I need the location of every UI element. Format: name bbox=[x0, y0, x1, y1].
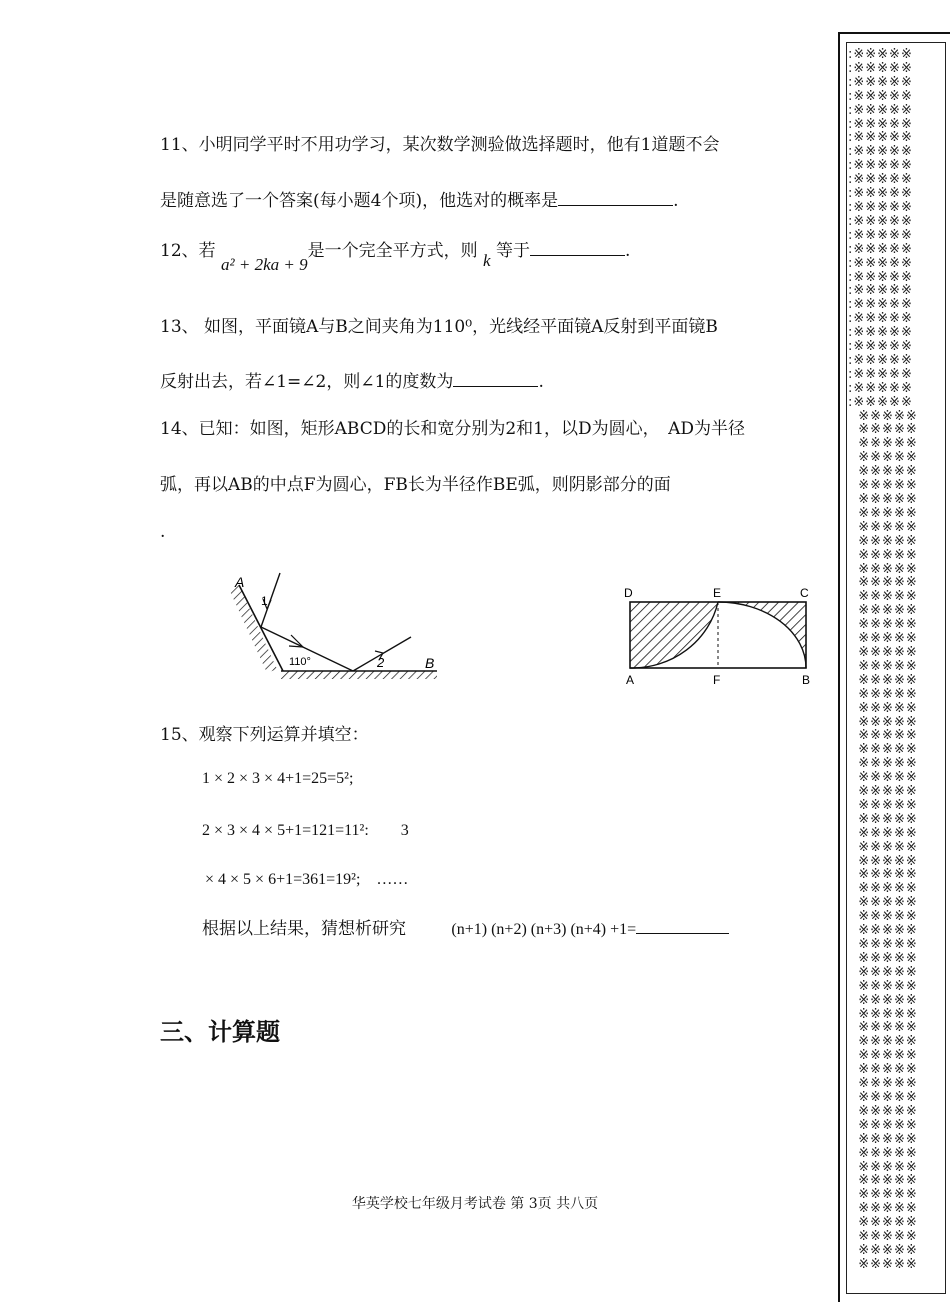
fig1-label-a: A bbox=[235, 574, 245, 590]
fig2-label-e: E bbox=[713, 586, 722, 600]
q12-period: . bbox=[625, 241, 631, 261]
q14-line2: 弧，再以AB的中点F为圆心，FB长为半径作BE弧，则阴影部分的面 bbox=[160, 475, 671, 495]
rectangle-arcs-figure bbox=[618, 584, 818, 690]
q15-equation-1: 1 × 2 × 3 × 4+1=25=5²; bbox=[202, 770, 354, 787]
q12-line bbox=[160, 236, 631, 274]
q13-period: . bbox=[538, 372, 544, 392]
q15-equation-2: 2 × 3 × 4 × 5+1=121=11²: 3 bbox=[202, 822, 409, 839]
q15-answer-blank[interactable] bbox=[636, 915, 729, 934]
fig2-label-d: D bbox=[624, 586, 633, 600]
q12-answer-blank[interactable] bbox=[530, 237, 625, 256]
q12-expression: a² + 2ka + 9 bbox=[221, 255, 308, 274]
q11-answer-blank[interactable] bbox=[558, 187, 673, 206]
fig2-label-b: B bbox=[802, 673, 811, 687]
page-footer: 华英学校七年级月考试卷 第 3页 共八页 bbox=[351, 1196, 599, 1212]
q12-mid: 是一个完全平方式，则 bbox=[307, 241, 478, 261]
fig1-label-2: 2 bbox=[377, 655, 385, 670]
binding-margin-strip bbox=[838, 32, 950, 1302]
fig1-label-1: 1 bbox=[261, 594, 268, 608]
q15-conjecture bbox=[202, 914, 729, 939]
fig1-label-b: B bbox=[425, 655, 435, 671]
q13-text: 反射出去，若∠1=∠2，则∠1的度数为 bbox=[160, 372, 454, 392]
q13-line2 bbox=[160, 367, 544, 392]
binding-pattern: :※※※※※ :※※※※※ :※※※※※ :※※※※※ :※※※※※ :※※※※※ :※※※※※ :※※※※※ :※※※※※ :※※※※※ :※※※※※ :※※※※※ :※※※※※ :※※※※※ :※※※※※ :※※※※※ :※※※※※ :※※※※※ :※※※※※ :※※※※※ :※※※※※ :※※※※※ :※※※※※ :※※※※※ :※※※※※ :※※※※※ ※※※※※ ※※※※※ ※※※※※ ※※※※※ ※※※※※ ※※※※※ ※※※※※ ※※※※※ ※※※※※ ※※※※※ ※※※※※ ※※※※※ ※※※※※ ※※※※※ ※※※※※ ※※※※※ ※※※※※ ※※※※※ ※※※※※ ※※※※※ ※※※※※ ※※※※※ ※※※※※ ※※※※※ ※※※※※ ※※※※※ ※※※※※ ※※※※※ ※※※※※ ※※※※※ ※※※※※ ※※※※※ ※※※※※ ※※※※※ ※※※※※ ※※※※※ ※※※※※ ※※※※※ ※※※※※ ※※※※※ ※※※※※ ※※※※※ ※※※※※ ※※※※※ ※※※※※ ※※※※※ ※※※※※ ※※※※※ ※※※※※ ※※※※※ ※※※※※ ※※※※※ ※※※※※ ※※※※※ ※※※※※ ※※※※※ ※※※※※ ※※※※※ ※※※※※ ※※※※※ ※※※※※ ※※※※※ bbox=[848, 47, 918, 1272]
q13-line1: 13、 如图，平面镜A与B之间夹角为110⁰，光线经平面镜A反射到平面镜B bbox=[160, 317, 718, 337]
q11-line2 bbox=[160, 186, 679, 211]
fig2-label-a: A bbox=[626, 673, 635, 687]
fig2-label-c: C bbox=[800, 586, 809, 600]
q13-answer-blank[interactable] bbox=[453, 368, 538, 387]
mirror-reflection-figure bbox=[225, 565, 455, 685]
q15-equation-3: × 4 × 5 × 6+1=361=19²; …… bbox=[205, 871, 409, 888]
q15-expression: (n+1) (n+2) (n+3) (n+4) +1= bbox=[451, 921, 637, 938]
q15-conjecture-text: 根据以上结果，猜想析研究 bbox=[202, 919, 406, 939]
q12-variable: k bbox=[483, 251, 491, 270]
q11-text: 是随意选了一个答案(每小题4个项)，他选对的概率是 bbox=[160, 191, 559, 211]
q14-line3: . bbox=[160, 522, 166, 542]
q12-prefix: 12、若 bbox=[160, 241, 216, 261]
q11-line1: 11、小明同学平时不用功学习，某次数学测验做选择题时，他有1道题不会 bbox=[160, 135, 720, 155]
fig2-label-f: F bbox=[713, 673, 721, 687]
fig1-angle-label: 110° bbox=[289, 656, 311, 668]
q12-suffix: 等于 bbox=[496, 241, 530, 261]
section-title: 三、计算题 bbox=[160, 1018, 280, 1046]
q14-line1: 14、已知：如图，矩形ABCD的长和宽分别为2和1，以D为圆心， AD为半径 bbox=[160, 419, 746, 439]
q11-period: . bbox=[673, 191, 679, 211]
q15-title: 15、观察下列运算并填空： bbox=[160, 725, 369, 745]
